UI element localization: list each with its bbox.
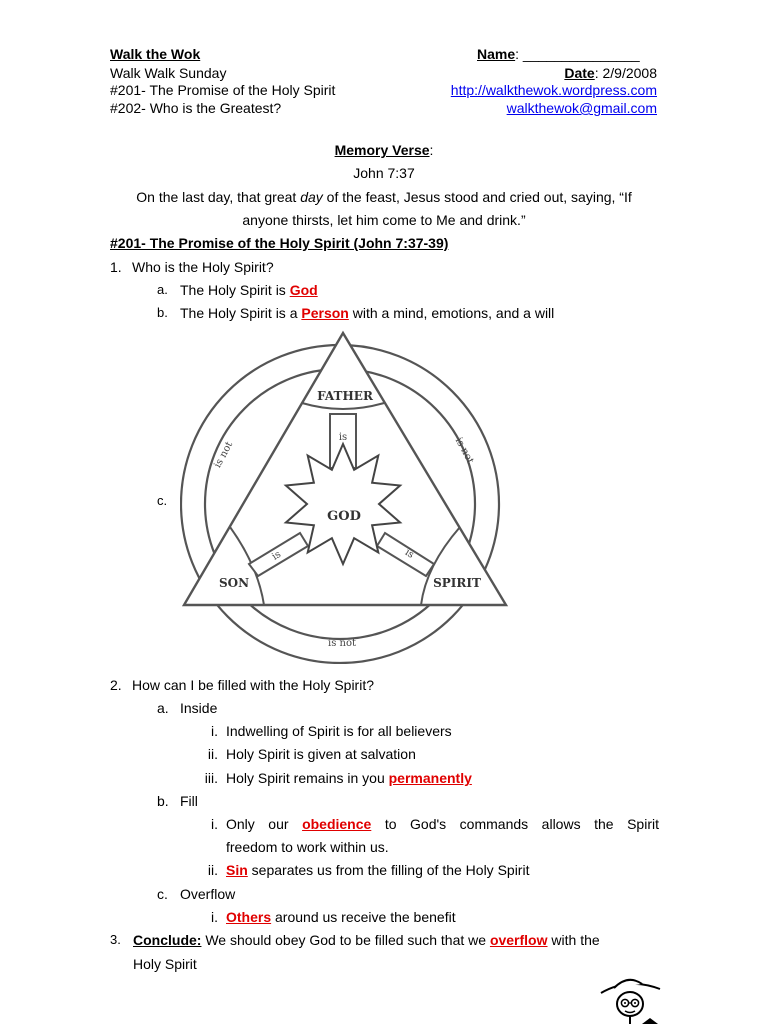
date-value: : 2/9/2008 [594, 65, 657, 81]
section-title: #201- The Promise of the Holy Spirit (John 7:37-39) [110, 235, 449, 251]
q2-number: 2. [110, 677, 122, 693]
q2-c-i-suffix: around us receive the benefit [271, 909, 456, 925]
q2-b-ii-suffix: separates us from the filling of the Holy Spirit [247, 862, 530, 878]
q2-b-i-answer: obedience [302, 816, 372, 832]
q1-text: Who is the Holy Spirit? [132, 259, 274, 275]
memory-verse-line-2: anyone thirsts, let him come to Me and drink.” [242, 212, 526, 228]
date-field [564, 65, 657, 81]
lesson-201-title: #201- The Promise of the Holy Spirit [110, 82, 336, 98]
q3-text [133, 932, 600, 948]
q2-b-i-marker: i. [211, 816, 218, 832]
son-is-label: is [270, 549, 284, 563]
q2-b-ii-marker: ii. [207, 862, 218, 878]
website-link[interactable]: http://walkthewok.wordpress.com [450, 82, 657, 98]
q2-b-ii-text [226, 862, 529, 878]
q2-c-i-answer: Others [226, 909, 272, 925]
q2-text: How can I be filled with the Holy Spirit? [132, 677, 374, 693]
q2-b-text: Fill [180, 793, 198, 809]
q3-label: Conclude: [133, 932, 202, 948]
q2-a-i-text: Indwelling of Spirit is for all believers [226, 723, 452, 739]
email-link[interactable]: walkthewok@gmail.com [506, 100, 657, 116]
q1-number: 1. [110, 259, 122, 275]
god-label: GOD [327, 509, 361, 524]
q3-number: 3. [110, 932, 121, 947]
q1-a-marker: a. [157, 282, 168, 297]
q3-line-2: Holy Spirit [133, 956, 197, 972]
name-field[interactable] [477, 46, 640, 62]
q2-b-marker: b. [157, 793, 169, 809]
q2-a-ii-marker: ii. [207, 746, 218, 762]
name-label: Name [477, 46, 516, 62]
q2-a-iii-text [226, 770, 472, 786]
father-son-is-not-label: is not [212, 439, 236, 470]
father-spirit-is-not-label: is not [452, 435, 476, 466]
q1-c-marker: c. [157, 493, 168, 508]
q2-a-text: Inside [180, 700, 218, 716]
q3-answer: overflow [489, 932, 548, 948]
q2-b-i-prefix: Only our [226, 816, 303, 832]
q2-b-ii-answer: Sin [226, 862, 248, 878]
q2-a-ii-text: Holy Spirit is given at salvation [226, 746, 416, 762]
verse-text-b: of the feast, Jesus stood and cried out, saying, “If [322, 189, 632, 205]
q1-a-prefix: The Holy Spirit is [180, 282, 290, 298]
q2-a-i-marker: i. [211, 723, 218, 739]
mascot-cartoon-icon [598, 972, 664, 1024]
spirit-label: SPIRIT [433, 576, 481, 590]
name-value: : _______________ [515, 46, 640, 62]
subtitle: Walk Walk Sunday [110, 65, 227, 81]
q3-prefix: We should obey God to be filled such that we [201, 932, 490, 948]
spirit-is-label: is [402, 547, 416, 561]
q1-a-text [180, 282, 318, 298]
q2-c-i-marker: i. [211, 909, 218, 925]
q1-a-answer: God [289, 282, 318, 298]
q2-b-i-suffix: to God's commands allows the Spirit [371, 816, 659, 832]
q1-b-marker: b. [157, 305, 168, 320]
son-label: SON [218, 576, 250, 590]
verse-text-a: On the last day, that great [136, 189, 301, 205]
q2-c-i-text [226, 909, 456, 925]
q1-b-text [180, 305, 554, 321]
q2-c-text: Overflow [180, 886, 236, 902]
brand-title: Walk the Wok [110, 46, 201, 62]
q2-a-iii-marker: iii. [204, 770, 218, 786]
trinity-diagram [180, 328, 514, 664]
q2-a-iii-answer: permanently [388, 770, 472, 786]
memory-verse-reference: John 7:37 [353, 165, 415, 181]
memory-verse-colon: : [429, 142, 434, 158]
q2-b-i-line-2: freedom to work within us. [226, 839, 389, 855]
q3-suffix: with the [547, 932, 600, 948]
lesson-202-title: #202- Who is the Greatest? [110, 100, 282, 116]
memory-verse-heading [0, 142, 768, 158]
son-spirit-is-not-label: is not [328, 638, 356, 649]
verse-text-day: day [300, 189, 323, 205]
q2-b-i-line-1 [226, 816, 659, 832]
memory-verse-label: Memory Verse [334, 142, 430, 158]
memory-verse-line-1 [0, 189, 768, 205]
q2-a-iii-prefix: Holy Spirit remains in you [226, 770, 389, 786]
q1-b-answer: Person [301, 305, 349, 321]
father-is-label: is [338, 432, 348, 443]
date-label: Date [564, 65, 595, 81]
father-label: FATHER [317, 389, 373, 403]
q2-a-marker: a. [157, 700, 169, 716]
q1-b-suffix: with a mind, emotions, and a will [348, 305, 555, 321]
q1-b-prefix: The Holy Spirit is a [180, 305, 302, 321]
q2-c-marker: c. [157, 886, 168, 902]
